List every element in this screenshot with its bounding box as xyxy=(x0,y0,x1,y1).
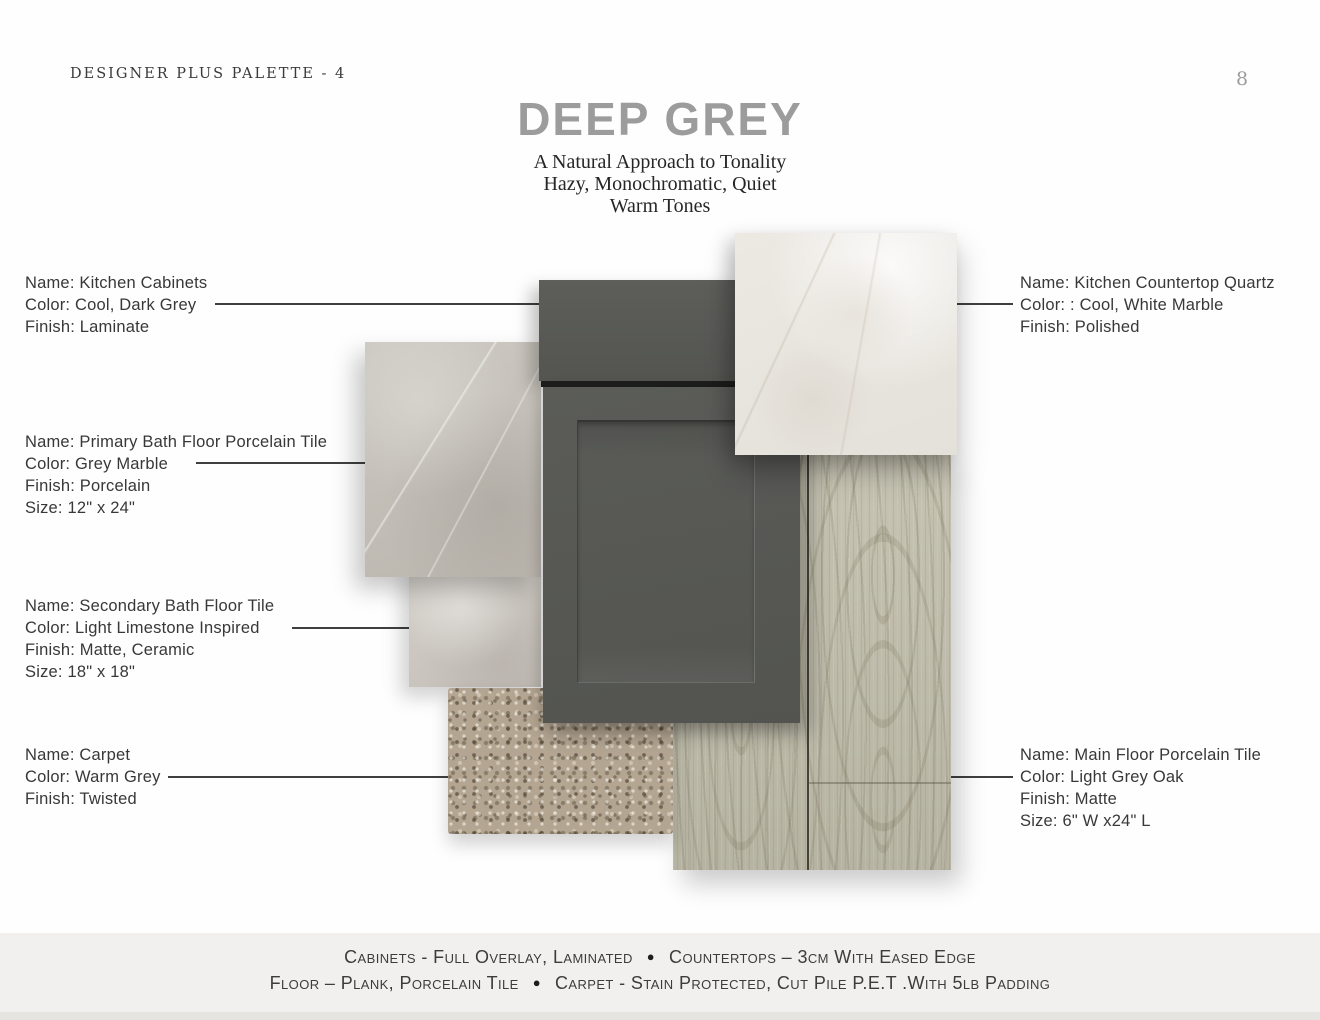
page-title: DEEP GREY xyxy=(517,93,803,145)
annotation-line: Name: Carpet xyxy=(25,746,131,764)
footer-cabinets-spec: Cabinets - Full Overlay, Laminated xyxy=(344,947,633,967)
subtitle-line-3: Warm Tones xyxy=(609,195,711,217)
bullet-separator-icon: ● xyxy=(646,949,656,964)
annotation-line: Color: Light Limestone Inspired xyxy=(25,619,260,637)
footer-carpet-spec: Carpet - Stain Protected, Cut Pile P.E.T .With 5lb Padding xyxy=(555,973,1051,993)
annotation-line: Color: Grey Marble xyxy=(25,455,168,473)
annotation-line: Color: Warm Grey xyxy=(25,768,161,786)
wood-plank-joint xyxy=(809,782,951,784)
annotation-line: Size: 18" x 18" xyxy=(25,663,136,681)
annotation-line: Finish: Laminate xyxy=(25,318,150,336)
annotation-line: Name: Primary Bath Floor Porcelain Tile xyxy=(25,433,328,451)
annotation-primary-bath-floor xyxy=(25,431,327,519)
footer-countertops-spec: Countertops – 3cm With Eased Edge xyxy=(669,947,976,967)
annotation-line: Name: Secondary Bath Floor Tile xyxy=(25,597,275,615)
subtitle-line-2: Hazy, Monochromatic, Quiet xyxy=(543,173,777,195)
annotation-line: Size: 6" W x24" L xyxy=(1020,812,1151,830)
annotation-line: Name: Kitchen Cabinets xyxy=(25,274,208,292)
annotation-kitchen-cabinets xyxy=(25,272,207,338)
footer-specs xyxy=(0,944,1320,996)
subtitle-line-1: A Natural Approach to Tonality xyxy=(533,151,787,173)
footer-bottom-strip xyxy=(0,1012,1320,1020)
annotation-kitchen-countertop xyxy=(1020,272,1275,338)
annotation-carpet xyxy=(25,744,161,810)
document-header: DESIGNER PLUS PALETTE - 4 xyxy=(70,66,347,82)
wood-plank-seam xyxy=(807,455,809,870)
footer-line-1 xyxy=(0,944,1320,970)
bullet-separator-icon: ● xyxy=(532,975,541,990)
page-subtitle xyxy=(0,151,1320,217)
annotation-line: Finish: Porcelain xyxy=(25,477,151,495)
annotation-line: Finish: Polished xyxy=(1020,318,1140,336)
swatch-primary-bath-tile xyxy=(365,342,541,577)
swatch-kitchen-countertop-quartz xyxy=(735,233,957,455)
annotation-line: Color: Light Grey Oak xyxy=(1020,768,1184,786)
footer-line-2 xyxy=(0,970,1320,996)
annotation-line: Name: Main Floor Porcelain Tile xyxy=(1020,746,1261,764)
annotation-line: Color: Cool, Dark Grey xyxy=(25,296,197,314)
annotation-line: Name: Kitchen Countertop Quartz xyxy=(1020,274,1275,292)
swatch-cabinet-drawer-front xyxy=(539,280,740,381)
annotation-line: Finish: Matte xyxy=(1020,790,1118,808)
annotation-secondary-bath-floor xyxy=(25,595,274,683)
annotation-line: Finish: Matte, Ceramic xyxy=(25,641,195,659)
title-block xyxy=(0,92,1320,146)
annotation-line: Color: : Cool, White Marble xyxy=(1020,296,1224,314)
footer-floor-spec: Floor – Plank, Porcelain Tile xyxy=(269,973,519,993)
annotation-main-floor xyxy=(1020,744,1261,832)
cabinet-door-recessed-panel xyxy=(577,420,755,683)
page-number: 8 xyxy=(1236,68,1249,90)
swatch-secondary-bath-tile xyxy=(409,560,541,687)
annotation-line: Finish: Twisted xyxy=(25,790,137,808)
annotation-line: Size: 12" x 24" xyxy=(25,499,136,517)
